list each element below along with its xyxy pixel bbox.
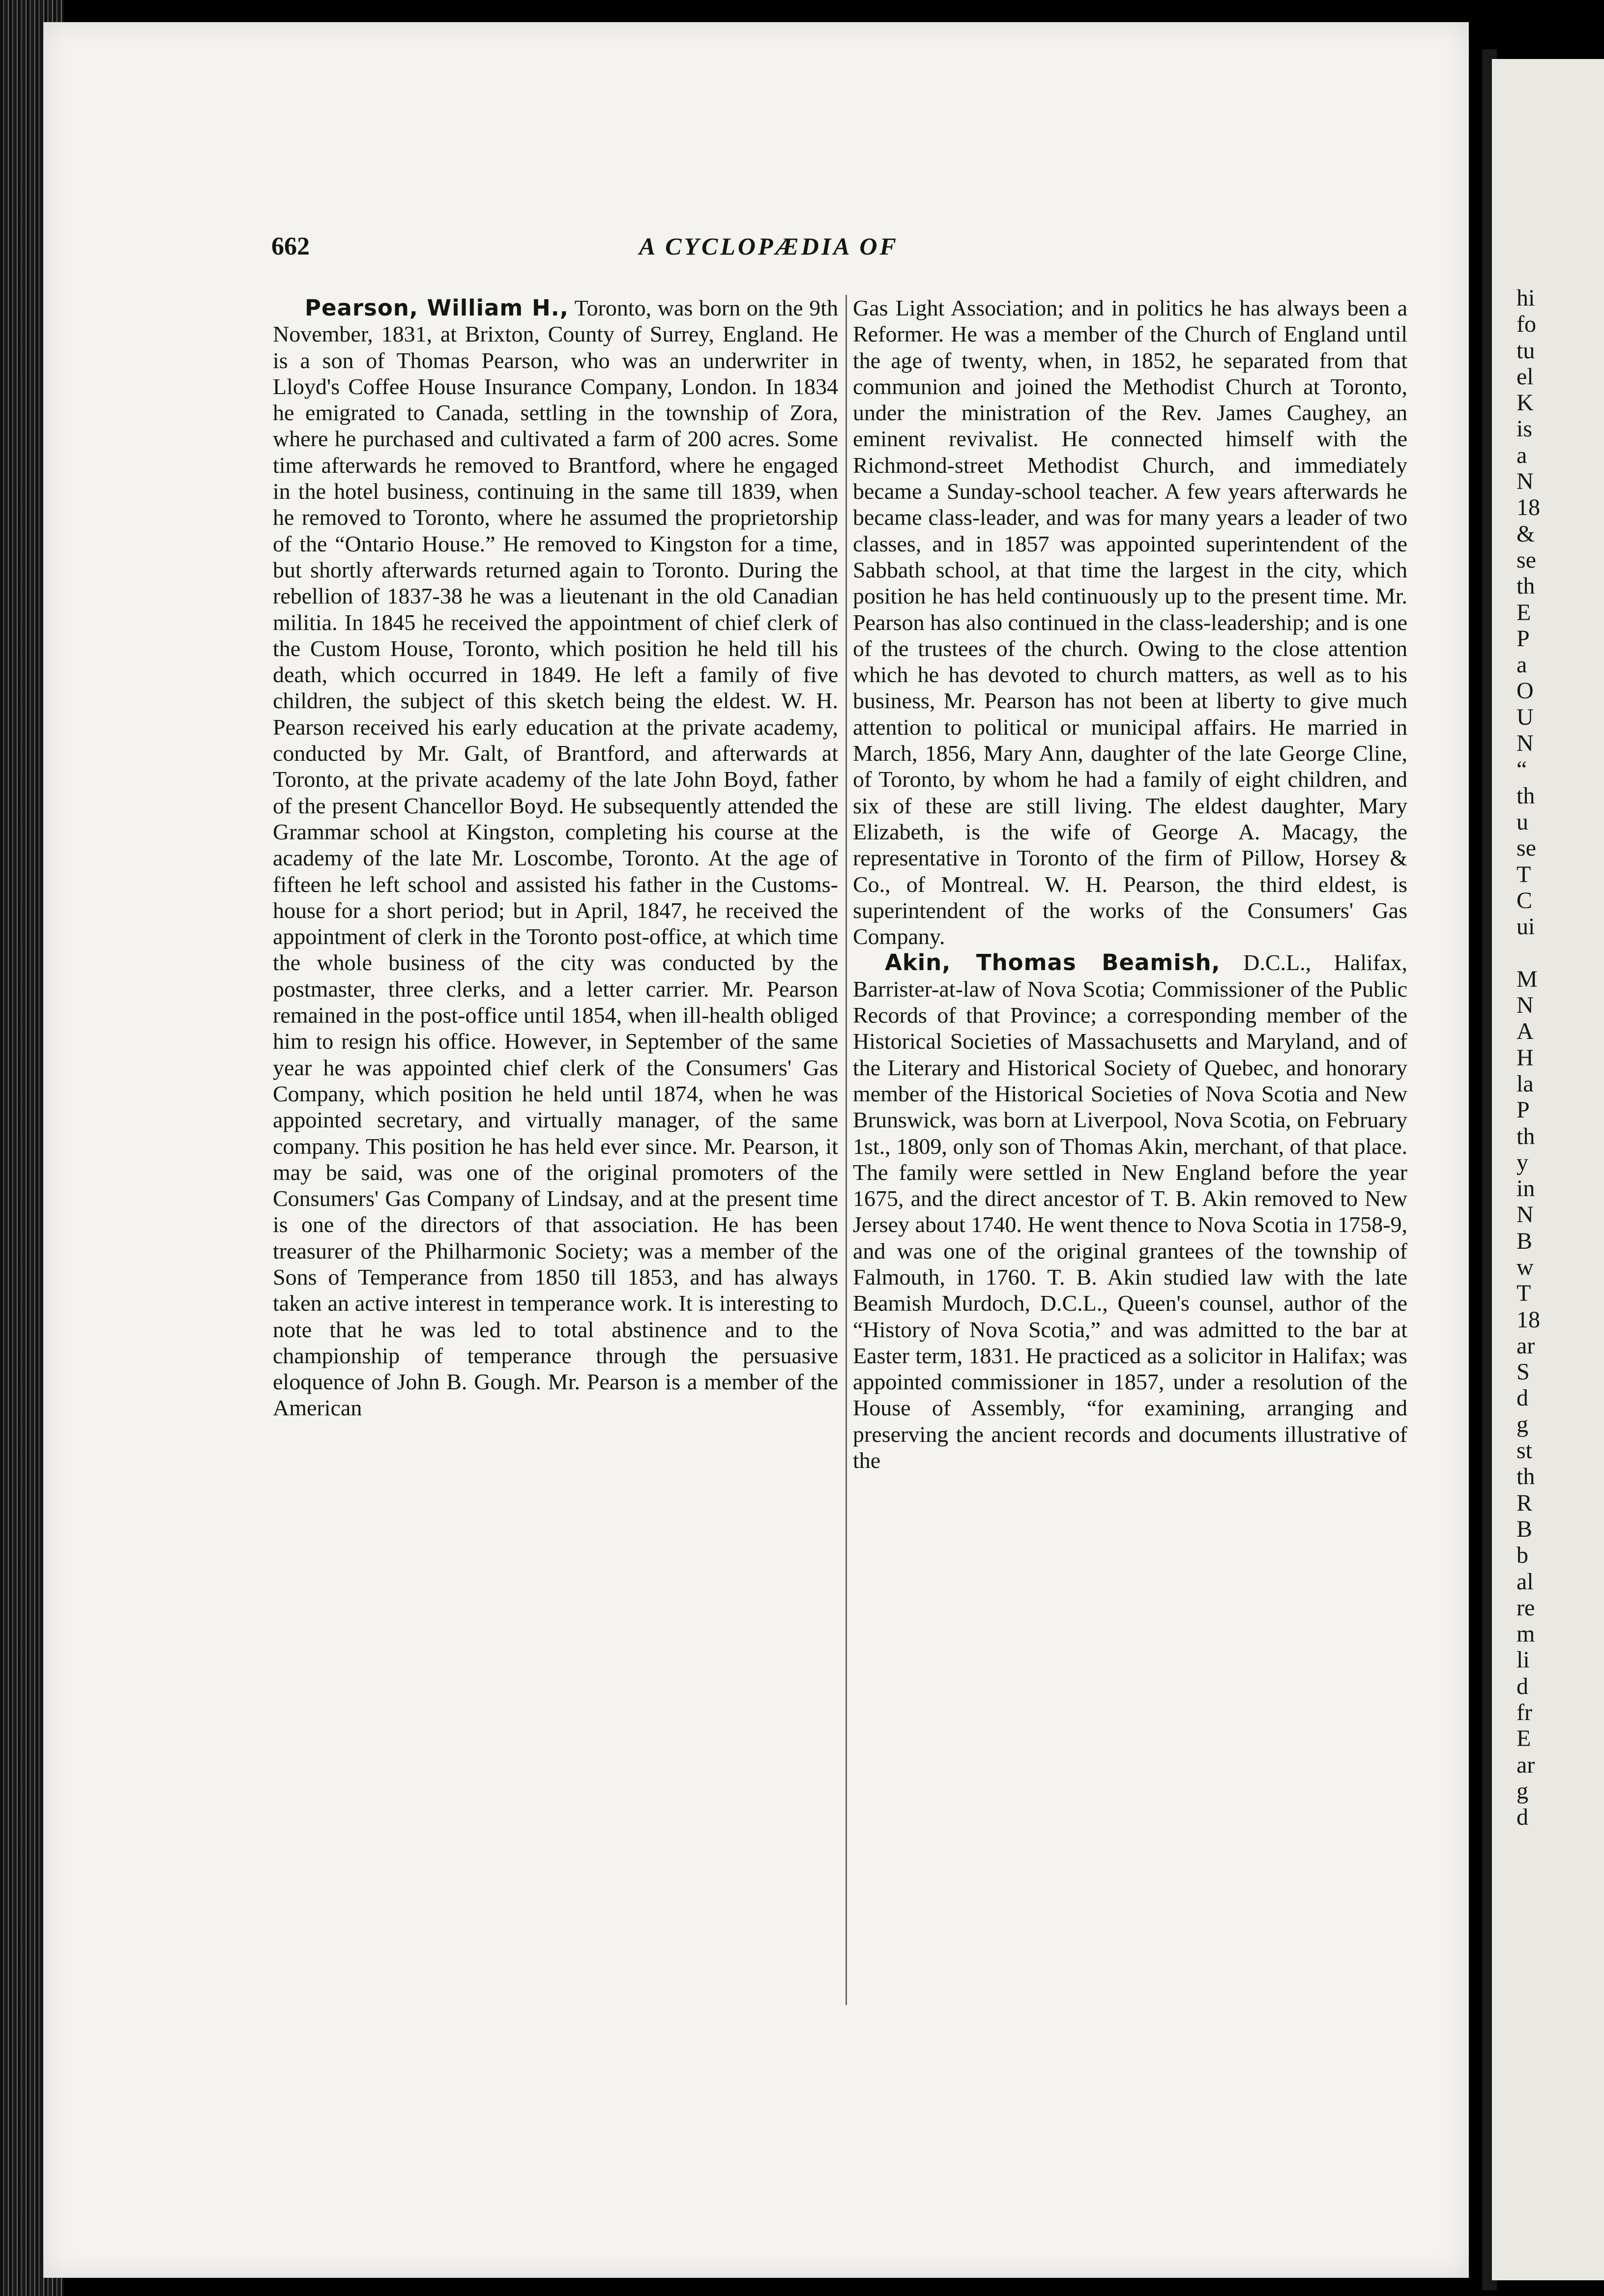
entry-name-akin: Akin, Thomas Beamish, (885, 949, 1221, 976)
adjacent-page (1492, 59, 1604, 2280)
entry-name-pearson: Pearson, William H., (305, 295, 569, 321)
page-number: 662 (271, 232, 310, 260)
entry-text-pearson: Toronto, was born on the 9th November, 1831, at Brixton, County of Surrey, England. He is a son of Thomas Pearson, who was an underwriter in Lloyd's Coffee House Insurance Company, London. In 1834 he emigrated to Canada, settling in the township of Zora, where he purchased and cultivated a farm of 200 acres. Some time afterwards he removed to Brantford, where he engaged in the hotel business, continuing in the same till 1839, when he removed to Toronto, where he assumed the proprietorship of the “Ontario House.” He removed to Kingston for a time, but shortly afterwards returned again to Toronto. During the rebellion of 1837-38 he was a lieutenant in the old Canadian militia. In 1845 he received the appointment of chief clerk of the Custom House, Toronto, which position he held till his death, which occurred in 1849. He left a family of five children, the subject of this sketch being the eldest. W. H. Pearson received his early education at the private academy, conducted by Mr. Galt, of Brantford, and afterwards at Toronto, at the private academy of the late John Boyd, father of the present Chancellor Boyd. He subsequently attended the Grammar school at Kingston, completing his course at the academy of the late Mr. Loscombe, Toronto. At the age of fifteen he left school and assisted his father in the Customs-house for a short period; but in April, 1847, he received the appointment of clerk in the Toronto post-office, at which time the whole business of the city was conducted by the postmaster, three clerks, and a letter carrier. Mr. Pearson remained in the post-office until 1854, when ill-health obliged him to resign his office. However, in September of the same year he was appointed chief clerk of the Consumers' Gas Company, which position he held until 1874, when he was appointed secretary, and virtually manager, of the same company. This position he has held ever since. Mr. Pearson, it may be said, was one of the original promoters of the Consumers' Gas Company of Lindsay, and at the present time is one of the directors of that association. He has been treasurer of the Philharmonic Society; was a member of the Sons of Temperance from 1850 till 1853, and has always taken an active interest in temperance work. It is interesting to note that he was led to total abstinence and to the championship of temperance through the persuasive eloquence of John B. Gough. Mr. Pearson is a member of the American (273, 295, 838, 1421)
right-column (853, 295, 1407, 1473)
entry-pearson (273, 295, 838, 1421)
adjacent-page-text: hi fo tu el K is a N 18 & se th E P a O U N “ th u se T C ui M N A H la P th y in N B w T 18 ar S d g st th R B b al re m li d fr E ar g d (1517, 285, 1540, 1831)
entry-text-akin: D.C.L., Halifax, Barrister-at-law of Nova Scotia; Commissioner of the Public Records of that Province; a corresponding member of the Historical Societies of Massachusetts and Maryland, and of the Literary and Historical Society of Quebec, and honorary member of the Historical Societies of Nova Scotia and New Brunswick, was born at Liverpool, Nova Scotia, on February 1st., 1809, only son of Thomas Akin, merchant, of that place. The family were settled in New England before the year 1675, and the direct ancestor of T. B. Akin removed to New Jersey about 1740. He went thence to Nova Scotia in 1758-9, and was one of the original grantees of the township of Falmouth, in 1760. T. B. Akin studied law with the late Beamish Murdoch, D.C.L., Queen's counsel, author of the “History of Nova Scotia,” and was admitted to the bar at Easter term, 1831. He practiced as a solicitor in Halifax; was appointed commissioner in 1857, under a resolution of the House of Assembly, “for examining, arranging and preserving the ancient records and documents illustrative of the (853, 950, 1407, 1473)
column-rule (846, 295, 847, 2005)
entry-pearson-continued: Gas Light Association; and in politics he has always been a Reformer. He was a member of the Church of England until the age of twenty, when, in 1852, he separated from that communion and joined the Methodist Church at Toronto, under the ministration of the Rev. James Caughey, an eminent revivalist. He connected himself with the Richmond-street Methodist Church, and immediately became a Sunday-school teacher. A few years afterwards he became class-leader, and was for many years a leader of two classes, and in 1857 was appointed superintendent of the Sabbath school, at that time the largest in the city, which position he has held continuously up to the present time. Mr. Pearson has also continued in the class-leadership; and is one of the trustees of the church. Owing to the close attention which he has devoted to church matters, as well as to his business, Mr. Pearson has not been at liberty to give much attention to political or municipal affairs. He married in March, 1856, Mary Ann, daughter of the late George Cline, of Toronto, by whom he had a family of eight children, and six of these are still living. The eldest daughter, Mary Elizabeth, is the wife of George A. Macagy, the representative in Toronto of the firm of Pillow, Horsey & Co., of Montreal. W. H. Pearson, the third eldest, is superintendent of the works of the Consumers' Gas Company. (853, 295, 1407, 949)
left-column (273, 295, 838, 1421)
running-title: A CYCLOPÆDIA OF (639, 232, 899, 260)
entry-akin (853, 949, 1407, 1473)
